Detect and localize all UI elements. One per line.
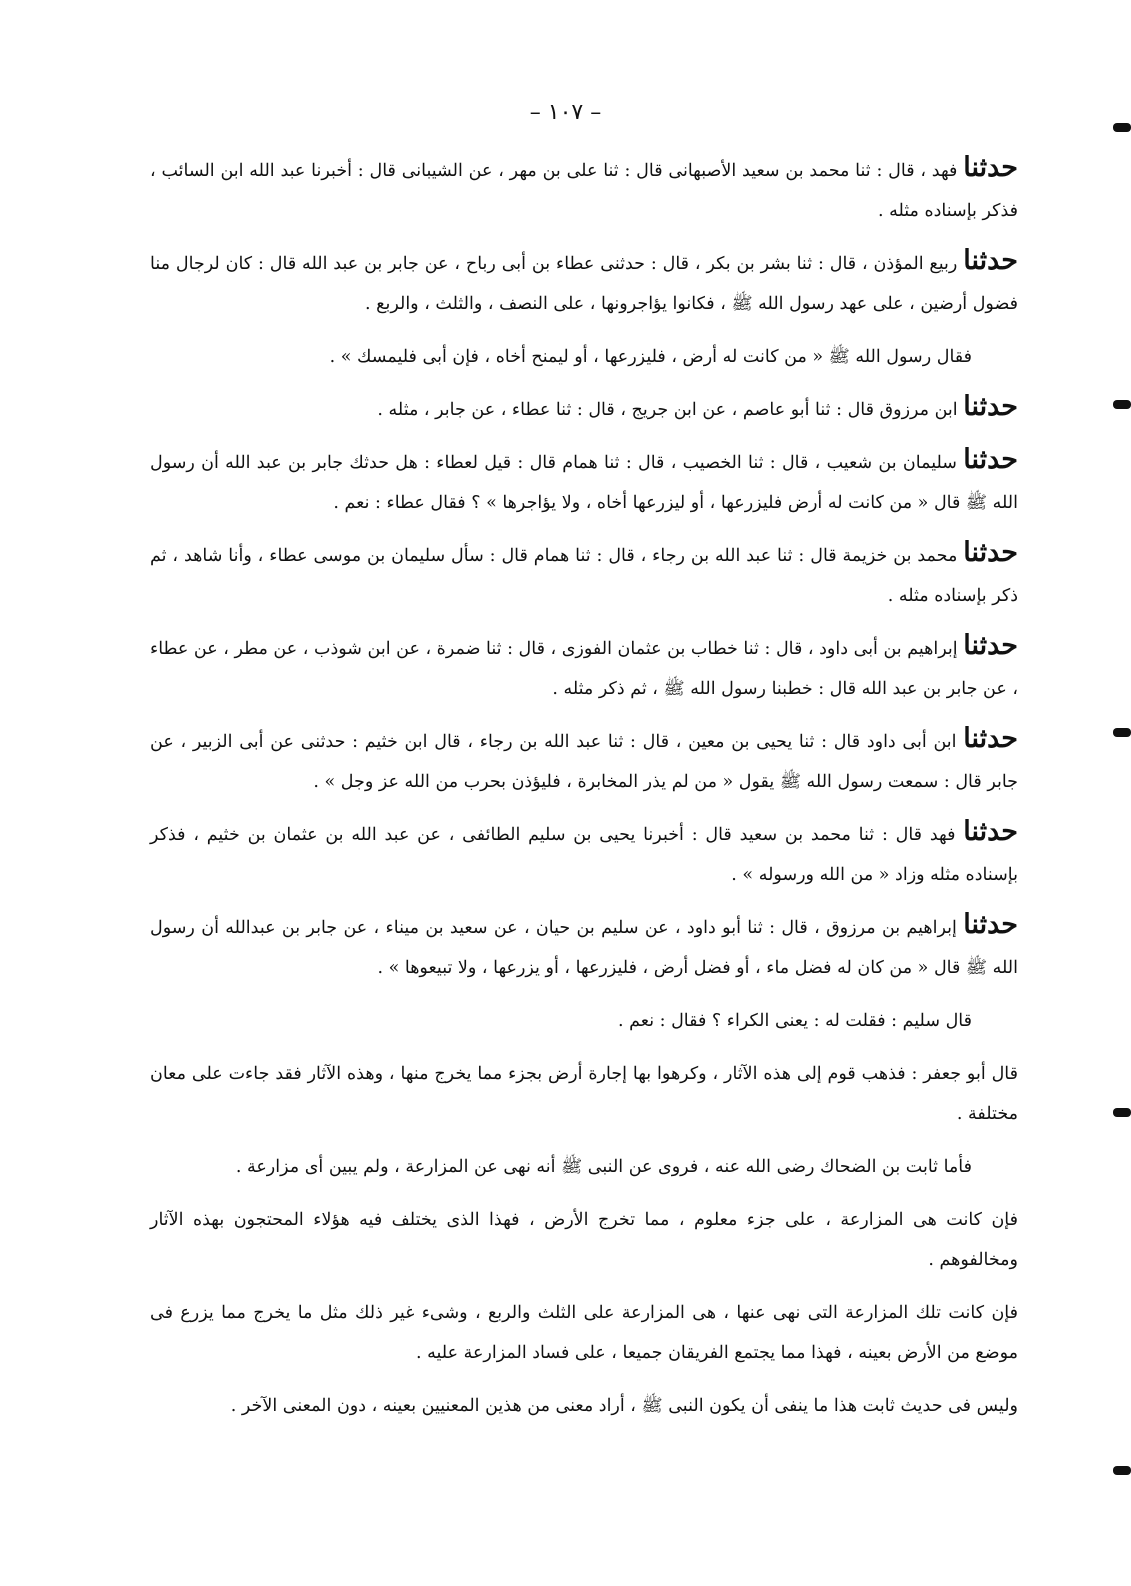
paragraph-text: إبراهيم بن مرزوق ، قال : ثنا أبو داود ، عن سليم بن حيان ، عن سعيد بن ميناء ، عن جابر بن عبدالله أن رسول الله ﷺ قال « من كان له فضل ماء ، أو فضل أرض ، فليزرعها ، أو يزرعها ، ولا تبيعوها » .	[150, 918, 1018, 978]
paragraph	[150, 1197, 1018, 1280]
paragraph-text: ابن مرزوق قال : ثنا أبو عاصم ، عن ابن جريج ، قال : ثنا عطاء ، عن جابر ، مثله .	[377, 400, 964, 420]
paragraph-text: إبراهيم بن أبى داود ، قال : ثنا خطاب بن عثمان الفوزى ، قال : ثنا ضمرة ، عن ابن شوذب ، عن مطر ، عن عطاء ، عن جابر بن عبد الله قال : خطبنا رسول الله ﷺ ، ثم ذكر مثله .	[150, 639, 1018, 699]
paragraph	[150, 1290, 1018, 1373]
paragraph-text: ربيع المؤذن ، قال : ثنا بشر بن بكر ، قال : حدثنى عطاء بن أبى رباح ، عن جابر بن عبد الله قال : كان لرجال منا فضول أرضين ، على عهد رسول الله ﷺ ، فكانوا يؤاجرونها ، على النصف ، والثلث ، والربع .	[150, 254, 1018, 314]
keyword: حدثنا	[963, 245, 1018, 276]
keyword: حدثنا	[963, 723, 1018, 754]
keyword: حدثنا	[963, 391, 1018, 422]
paragraph-text: فهد ، قال : ثنا محمد بن سعيد الأصبهانى قال : ثنا على بن مهر ، عن الشيبانى قال : أخبرنا عبد الله ابن السائب ، فذكر بإسناده مثله .	[150, 161, 1018, 221]
paragraph-text: فإن كانت تلك المزارعة التى نهى عنها ، هى المزارعة على الثلث والربع ، وشىء غير ذلك مثل ما يخرج مما يزرع فى موضع من الأرض بعينه ، فهذا مما يجتمع الفريقان جميعا ، على فساد المزارعة عليه .	[150, 1303, 1018, 1363]
keyword: حدثنا	[963, 537, 1018, 568]
paragraph	[150, 626, 1018, 709]
paragraph	[150, 719, 1018, 802]
margin-mark	[1113, 1466, 1131, 1475]
keyword: حدثنا	[963, 630, 1018, 661]
paragraph	[150, 998, 1018, 1041]
keyword: حدثنا	[963, 816, 1018, 847]
paragraph	[150, 334, 1018, 377]
paragraph-text: فهد قال : ثنا محمد بن سعيد قال : أخبرنا يحيى بن سليم الطائفى ، عن عبد الله بن عثمان بن خثيم ، فذكر بإسناده مثله وزاد « من الله ورسوله » .	[150, 825, 1018, 885]
paragraph	[150, 387, 1018, 430]
page-number: – ١٠٧ –	[529, 100, 602, 125]
paragraph	[150, 241, 1018, 324]
paragraph	[150, 1051, 1018, 1134]
keyword: حدثنا	[963, 909, 1018, 940]
margin-mark	[1113, 123, 1131, 132]
margin-mark	[1113, 400, 1131, 409]
margin-mark	[1113, 1108, 1131, 1117]
paragraph-text: فأما ثابت بن الضحاك رضى الله عنه ، فروى عن النبى ﷺ أنه نهى عن المزارعة ، ولم يبين أى مزارعة .	[235, 1157, 972, 1177]
margin-mark	[1113, 728, 1131, 737]
paragraph-text: فقال رسول الله ﷺ « من كانت له أرض ، فليزرعها ، أو ليمنح أخاه ، فإن أبى فليمسك » .	[329, 347, 972, 367]
paragraph	[150, 1144, 1018, 1187]
paragraph-text: فإن كانت هى المزارعة ، على جزء معلوم ، مما تخرج الأرض ، فهذا الذى يختلف فيه هؤلاء المحتجون بهذه الآثار ومخالفوهم .	[150, 1210, 1018, 1270]
paragraph-text: قال سليم : فقلت له : يعنى الكراء ؟ فقال : نعم .	[617, 1011, 972, 1031]
paragraph	[150, 905, 1018, 988]
paragraph	[150, 440, 1018, 523]
keyword: حدثنا	[963, 152, 1018, 183]
paragraph-text: سليمان بن شعيب ، قال : ثنا الخصيب ، قال : ثنا همام قال : قيل لعطاء : هل حدثك جابر بن عبد الله أن رسول الله ﷺ قال « من كانت له أرض فليزرعها ، أو ليزرعها أخاه ، ولا يؤاجرها » ؟ فقال عطاء : نعم .	[150, 453, 1018, 513]
paragraph	[150, 1383, 1018, 1426]
paragraph-text: وليس فى حديث ثابت هذا ما ينفى أن يكون النبى ﷺ ، أراد معنى من هذين المعنيين بعينه ، دون المعنى الآخر .	[230, 1396, 1018, 1416]
body-text	[150, 148, 1018, 1436]
paragraph-text: ابن أبى داود قال : ثنا يحيى بن معين ، قال : ثنا عبد الله بن رجاء ، قال ابن خثيم : حدثنى عن أبى الزبير ، عن جابر قال : سمعت رسول الله ﷺ يقول « من لم يذر المخابرة ، فليؤذن بحرب من الله عز وجل » .	[150, 732, 1018, 792]
paragraph-text: محمد بن خزيمة قال : ثنا عبد الله بن رجاء ، قال : ثنا همام قال : سأل سليمان بن موسى عطاء ، وأنا شاهد ، ثم ذكر بإسناده مثله .	[150, 546, 1018, 606]
keyword: حدثنا	[963, 444, 1018, 475]
paragraph-text: قال أبو جعفر : فذهب قوم إلى هذه الآثار ، وكرهوا بها إجارة أرض بجزء مما يخرج منها ، وهذه الآثار فقد جاءت على معان مختلفة .	[150, 1064, 1018, 1124]
paragraph	[150, 812, 1018, 895]
paragraph	[150, 148, 1018, 231]
paragraph	[150, 533, 1018, 616]
